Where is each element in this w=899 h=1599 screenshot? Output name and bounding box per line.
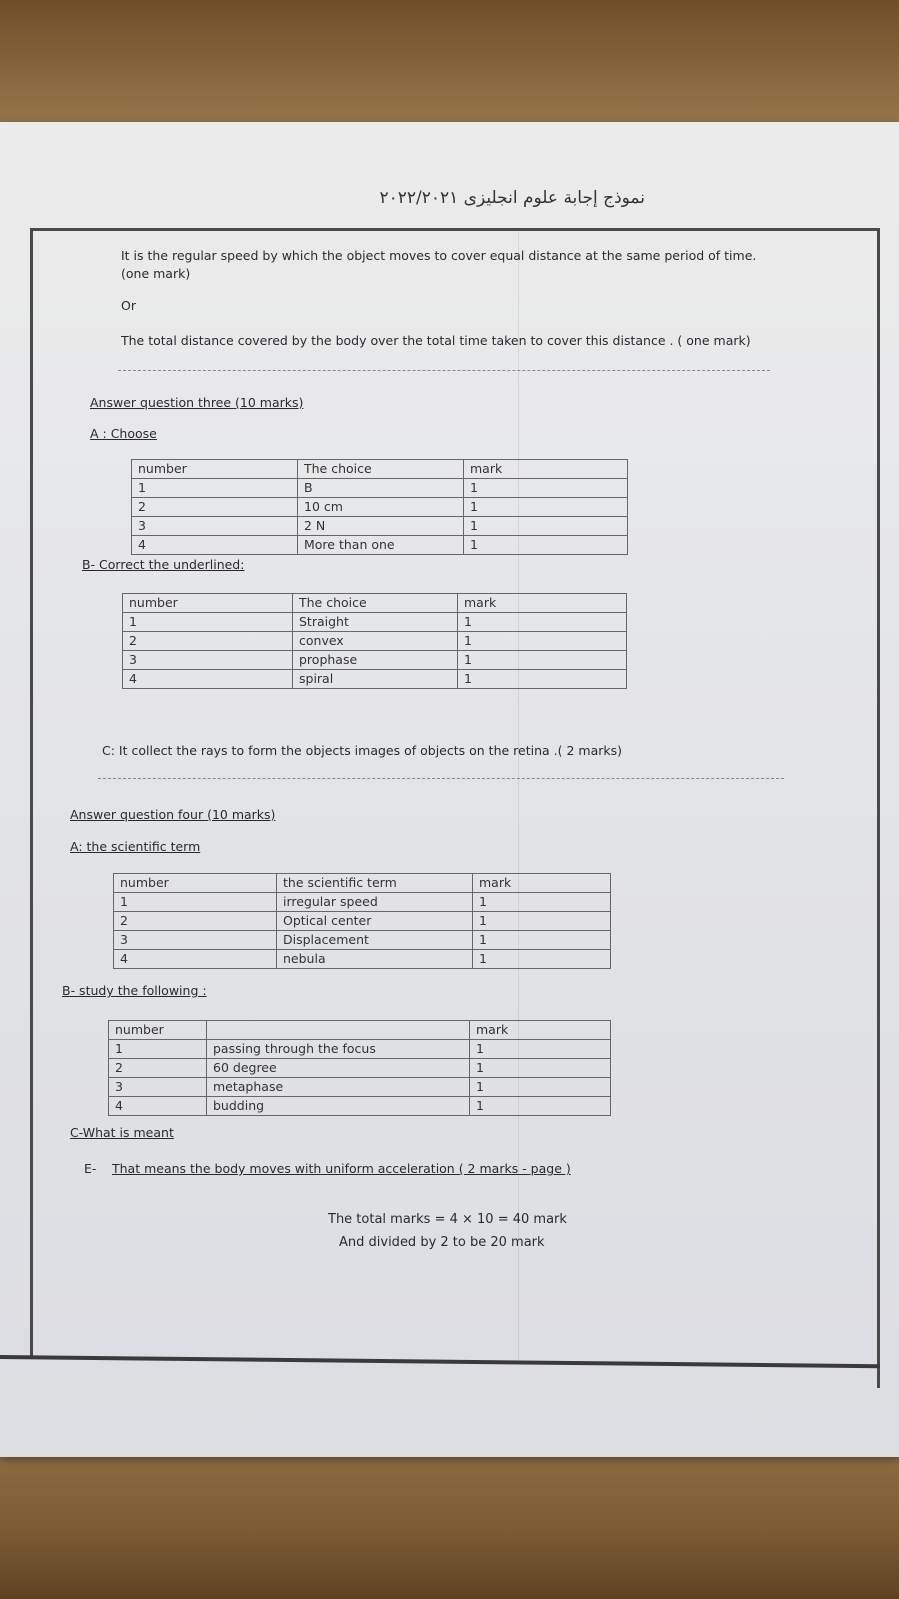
table-cell: 3 [109,1078,207,1097]
table-cell: irregular speed [277,893,473,912]
header-cell: number [109,1021,207,1040]
table-cell: prophase [293,651,458,670]
table-cell: 1 [132,479,298,498]
q4-c-label: C-What is meant [70,1125,174,1140]
table-cell: 2 N [298,517,464,536]
header-cell [207,1021,470,1040]
header-cell: The choice [293,594,458,613]
answer-sheet-paper [0,122,899,1457]
table-row [114,912,611,931]
table-cell: 1 [458,670,627,689]
table-cell: nebula [277,950,473,969]
table-cell: 1 [458,632,627,651]
table-row [109,1059,611,1078]
table-row [114,893,611,912]
q4-a-table [113,873,611,969]
table-cell: 60 degree [207,1059,470,1078]
table-header-row [114,874,611,893]
q3-b-table [122,593,627,689]
separator-line [98,778,784,779]
table-header-row [109,1021,611,1040]
table-cell: budding [207,1097,470,1116]
table-cell: metaphase [207,1078,470,1097]
table-cell: 1 [470,1078,611,1097]
table-cell: 4 [132,536,298,555]
table-cell: 1 [109,1040,207,1059]
table-row [109,1078,611,1097]
table-cell: 10 cm [298,498,464,517]
table-cell: 1 [473,931,611,950]
table-header-row [132,460,628,479]
table-cell: Straight [293,613,458,632]
header-cell: mark [458,594,627,613]
table-row [114,950,611,969]
arabic-title: نموذج إجابة علوم انجليزى ٢٠٢٢/٢٠٢١ [379,188,645,208]
table-row [114,931,611,950]
frame-right-border [877,228,880,1388]
definition-line-1: It is the regular speed by which the object moves to cover equal distance at the same period of time. [121,248,757,263]
table-cell: 3 [123,651,293,670]
q4-e-prefix: E- [84,1161,97,1176]
table-cell: 2 [109,1059,207,1078]
frame-top-border [30,228,880,231]
table-cell: 1 [470,1040,611,1059]
table-cell: 4 [109,1097,207,1116]
q3-a-table [131,459,628,555]
table-row [109,1040,611,1059]
table-row [123,670,627,689]
table-cell: B [298,479,464,498]
table-row [123,632,627,651]
separator-line [118,370,770,371]
table-cell: convex [293,632,458,651]
table-cell: spiral [293,670,458,689]
table-row [132,517,628,536]
table-cell: 1 [464,479,628,498]
table-header-row [123,594,627,613]
table-cell: Displacement [277,931,473,950]
table-row [123,651,627,670]
table-cell: 1 [458,651,627,670]
total-marks-line-1: The total marks = 4 × 10 = 40 mark [328,1212,567,1227]
table-cell: 2 [123,632,293,651]
q4-b-table [108,1020,611,1116]
definition-line-1-mark: (one mark) [121,266,191,281]
table-cell: 3 [114,931,277,950]
q4-heading: Answer question four (10 marks) [70,807,276,822]
table-cell: 4 [114,950,277,969]
table-cell: 4 [123,670,293,689]
definition-line-2: The total distance covered by the body over the total time taken to cover this distance . ( one mark) [121,333,751,348]
table-cell: 1 [470,1059,611,1078]
table-cell: Optical center [277,912,473,931]
table-row [132,498,628,517]
q4-a-label: A: the scientific term [70,839,201,854]
wood-table-bottom [0,1440,899,1599]
table-cell: 2 [114,912,277,931]
table-cell: 1 [114,893,277,912]
q3-a-label: A : Choose [90,426,157,441]
header-cell: mark [473,874,611,893]
q4-e-text: That means the body moves with uniform acceleration ( 2 marks - page ) [112,1161,571,1176]
q4-b-label: B- study the following : [62,983,207,998]
table-cell: 2 [132,498,298,517]
header-cell: number [114,874,277,893]
header-cell: number [123,594,293,613]
table-cell: 1 [473,950,611,969]
table-cell: 1 [473,912,611,931]
table-cell: 1 [464,498,628,517]
frame-left-border [30,228,33,1358]
q3-c-text: C: It collect the rays to form the objects images of objects on the retina .( 2 marks) [102,743,622,758]
header-cell: number [132,460,298,479]
table-cell: 1 [464,536,628,555]
q3-heading: Answer question three (10 marks) [90,395,304,410]
table-cell: 1 [464,517,628,536]
header-cell: the scientific term [277,874,473,893]
header-cell: The choice [298,460,464,479]
table-row [109,1097,611,1116]
table-cell: More than one [298,536,464,555]
header-cell: mark [470,1021,611,1040]
table-row [132,536,628,555]
paper-fold-line [518,230,519,1360]
table-cell: passing through the focus [207,1040,470,1059]
table-row [123,613,627,632]
definition-or: Or [121,298,136,313]
table-row [132,479,628,498]
table-cell: 1 [458,613,627,632]
table-cell: 1 [473,893,611,912]
table-cell: 1 [123,613,293,632]
total-marks-line-2: And divided by 2 to be 20 mark [339,1235,545,1250]
q3-b-label: B- Correct the underlined: [82,557,245,572]
header-cell: mark [464,460,628,479]
table-cell: 1 [470,1097,611,1116]
table-cell: 3 [132,517,298,536]
